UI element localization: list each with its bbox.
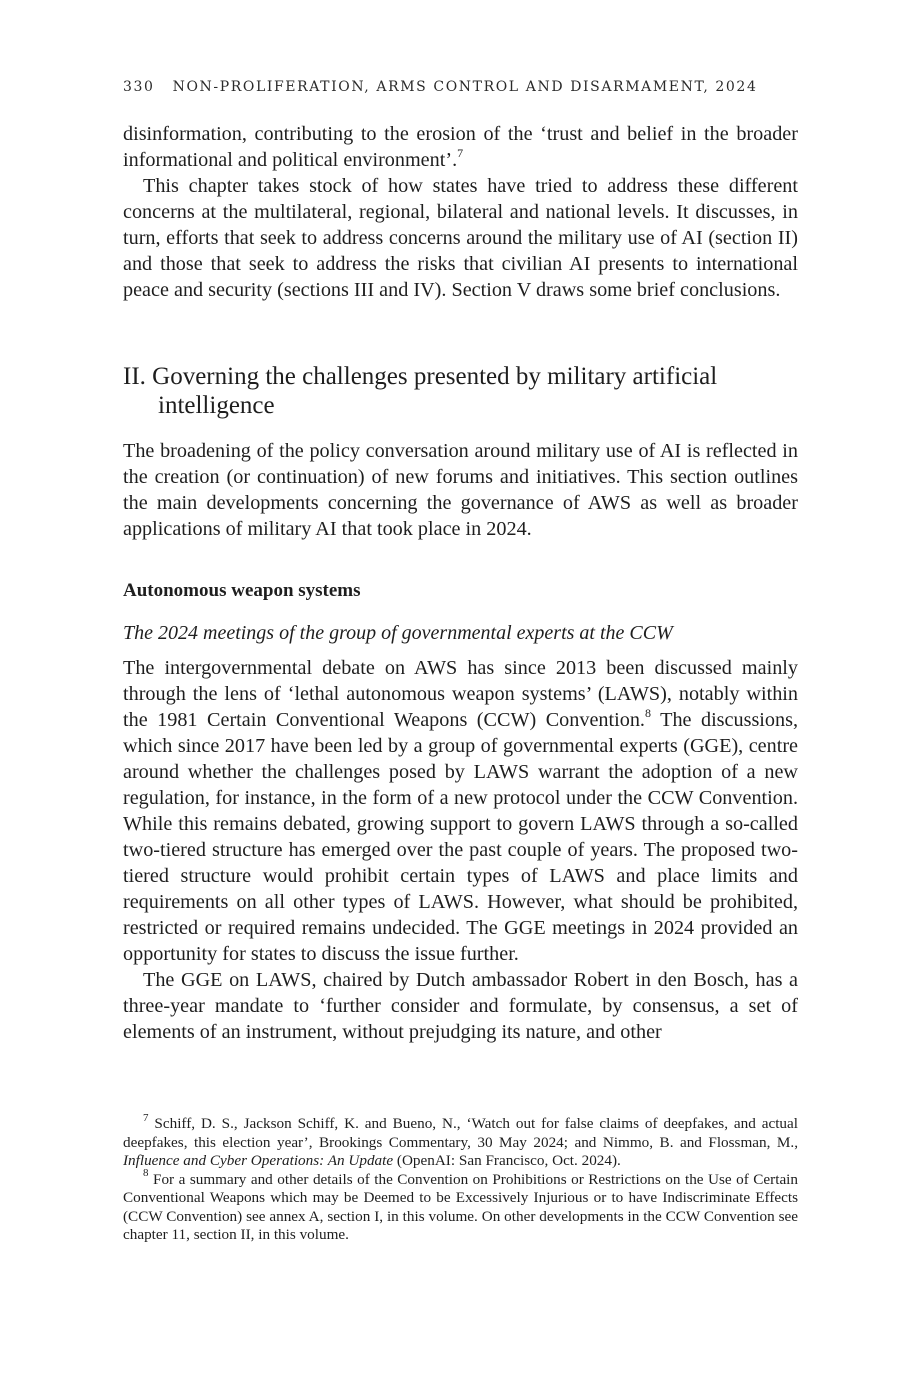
footnotes <box>123 1111 798 1245</box>
footnote-7-title: Influence and Cyber Operations: An Update <box>123 1152 394 1169</box>
body-paragraph-2: The GGE on LAWS, chaired by Dutch ambassador Robert in den Bosch, has a three-year mandate to ‘further consider and formulate, by consensus, a set of elements of an instrument, without prejudging its nature, and other <box>123 969 798 1043</box>
intro-block <box>123 121 798 303</box>
footnote-7-number: 7 <box>143 1111 149 1124</box>
page-number: 330 <box>123 79 155 95</box>
section-intro-paragraph: The broadening of the policy conversation around military use of AI is reflected in the creation (or continuation) of new forums and initiatives. This section outlines the main developments concerning the governance of AWS as well as broader applications of military AI that took place in 2024. <box>123 440 798 540</box>
footnote-8 <box>123 1167 798 1245</box>
footnote-ref-7[interactable]: 7 <box>457 146 464 161</box>
footnote-8-text: For a summary and other details of the Convention on Prohibitions or Restrictions on the Use of Certain Conventional Weapons which may be Deemed to be Excessively Injurious or to have Indiscriminate Effects (CCW Convention) see annex A, section I, in this volume. On other developments in the CCW Convention see chapter 11, section II, in this volume. <box>123 1170 798 1243</box>
footnote-7-text-b: (OpenAI: San Francisco, Oct. 2024). <box>393 1152 621 1169</box>
footnote-7 <box>123 1111 798 1171</box>
section-2 <box>123 362 798 420</box>
intro-paragraph-1 <box>123 121 798 173</box>
body-paragraph-1-part-a: The intergovernmental debate on AWS has since 2013 been discussed mainly through the lens of ‘lethal autonomous weapon systems’ (LAWS), notably within the 1981 Certain Conventional Weapons (CCW) Convention. <box>123 657 798 731</box>
body-paragraph-1-part-b: The discussions, which since 2017 have been led by a group of governmental experts (GGE), centre around whether the challenges posed by LAWS warrant the adoption of a new regulation, for instance, in the form of a new protocol under the CCW Convention. While this remains debated, growing support to govern LAWS through a so-called two-tiered structure has emerged over the past couple of years. The proposed two-tiered structure would prohibit certain types of LAWS and place limits and requirements on all other types of LAWS. However, what should be prohibited, restricted or required remains undecided. The GGE meetings in 2024 provided an opportunity for states to discuss the issue further. <box>123 709 799 965</box>
footnote-8-number: 8 <box>143 1167 149 1180</box>
intro-paragraph-1-text: disinformation, contributing to the erosion of the ‘trust and belief in the broader informational and political environment’. <box>123 123 798 171</box>
footnote-7-text-a: Schiff, D. S., Jackson Schiff, K. and Bueno, N., ‘Watch out for false claims of deepfakes, and actual deepfakes, this election year’, Brookings Commentary, 30 May 2024; and Nimmo, B. and Flossman, M., <box>123 1115 798 1151</box>
footnote-ref-8[interactable]: 8 <box>644 706 651 721</box>
intro-paragraph-2: This chapter takes stock of how states have tried to address these different concerns at the multilateral, regional, bilateral and national levels. It discusses, in turn, efforts that seek to address concerns around the military use of AI (section II) and those that seek to address the risks that civilian AI presents to international peace and security (sections III and IV). Section V draws some brief conclusions. <box>123 175 798 301</box>
section-2-intro <box>123 438 798 542</box>
subheading-autonomous-weapons: Autonomous weapon systems <box>123 580 361 601</box>
subsubheading-block <box>123 620 798 646</box>
subheading-block <box>123 578 798 604</box>
subsubheading-gge-meetings: The 2024 meetings of the group of governmental experts at the CCW <box>123 622 673 644</box>
body-paragraph-1 <box>123 655 798 967</box>
running-title: NON-PROLIFERATION, ARMS CONTROL AND DISARMAMENT, 2024 <box>172 79 758 95</box>
section-2-body <box>123 655 798 1045</box>
running-head <box>123 79 757 95</box>
section-heading: II. Governing the challenges presented by military artificial intelligence <box>123 363 718 419</box>
